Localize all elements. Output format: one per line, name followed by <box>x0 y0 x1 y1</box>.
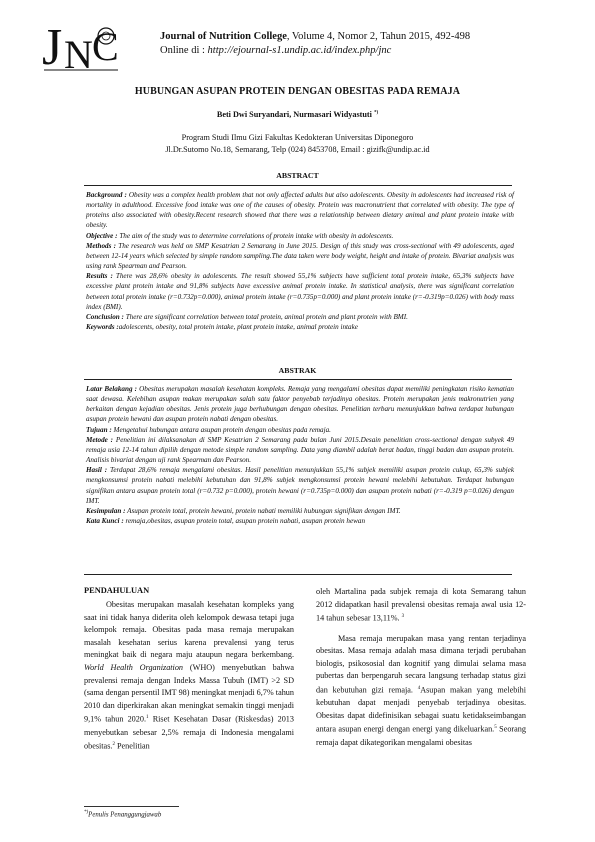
journal-url-link[interactable]: http://ejournal-s1.undip.ac.id/index.php/jnc <box>207 45 392 56</box>
journal-online: Online di : http://ejournal-s1.undip.ac.id/index.php/jnc <box>160 45 392 56</box>
footnote-divider <box>84 806 179 807</box>
body-column-right <box>316 586 526 749</box>
body-paragraph: Obesitas merupakan masalah kesehatan kompleks yang saat ini tidak hanya diderita oleh kelompok dewasa tetapi juga kelompok remaja. Obesitas pada masa remaja merupakan masalah kesehatan serius karena prevalensi yang terus meningkat baik di negara maju ataupun negara berkembang. World Health Organization (WHO) menyebutkan bahwa prevalensi remaja dengan Indeks Massa Tubuh (IMT) >2 SD (sama dengan persentil IMT 98) meningkat menjadi 6,7% tahun 2010 dan diperkirakan akan meningkat semakin tinggi menjadi 9,1% tahun 2020.$^1$ Riset Kesehatan Dasar (Riskesdas) 2013 menyebutkan sebesar 2,5% remaja di Indonesia mengalami obesitas.$^2$ Penelitian <box>84 600 294 751</box>
body-paragraph: oleh Martalina pada subjek remaja di kota Semarang tahun 2012 didapatkan hasil prevalensi obesitas remaja awal usia 12-14 tahun sebesar 13,11%. $^3$ <box>316 587 526 623</box>
divider <box>84 379 512 380</box>
affiliation: Program Studi Ilmu Gizi Fakultas Kedokteran Universitas Diponegoro Jl.Dr.Sutomo No.18, Semarang, Telp (024) 8453708, Email : gizifk@undip.ac.id <box>165 133 430 154</box>
logo-letter-j: J <box>42 19 63 76</box>
paper-authors: Beti Dwi Suryandari, Nurmasari Widyastuti *) <box>216 110 379 119</box>
logo-letter-c: C <box>92 24 119 69</box>
logo-letter-n: N <box>64 32 93 76</box>
journal-citation: Journal of Nutrition College, Volume 4, Nomor 2, Tahun 2015, 492-498 <box>160 31 471 42</box>
body-paragraph: Masa remaja merupakan masa yang rentan terjadinya obesitas. Masa remaja adalah masa dimana terjadi perubahan biologis, psikososial dan kognitif yang dimulai selama masa pubertas dan berpengaruh secara langsung terhadap status gizi dan kebutuhan gizi remaja. $^4$Asupan makan yang melebihi kebutuhan dapat menjadi penyebab terjadinya obesitas. Obesitas dapat didefinisikan sebagai suatu ketidakseimbangan antara asupan energi dengan energi yang dikeluarkan.$^5$ Seorang remaja dapat dikategorikan mengalami obesitas <box>316 633 526 747</box>
abstract-heading: ABSTRACT <box>276 171 319 180</box>
footnote: *)Penulis Penanggungjawab <box>84 810 162 819</box>
section-title: PENDAHULUAN <box>84 586 150 595</box>
journal-header <box>160 30 560 58</box>
paper-title: HUBUNGAN ASUPAN PROTEIN DENGAN OBESITAS PADA REMAJA <box>134 86 461 97</box>
abstract-body: Background : Obesity was a complex health problem that not only affected adults but also adolescents. Obesity in adolescents had increased risk of mortality in adulthood. Excessive food intake was one of the causes of obesity. Protein was macronutrient that correlated with obesity. The type of proteins also associated with obesity.Recent research showed that there was a relationship between dietary animal and plant protein intake with obesity. Objective : The aim of the study was to determine correlations of protein intake with obesity in adolescents. Methods : The research was held on SMP Kesatrian 2 Semarang in June 2015. Design of this study was cross-sectional with 49 adolescents, aged between 12-14 years which selected by simple random sampling.The data taken were body weight, height and intake of protein. Bivariat analysis was using rank Spearman and Pearson. Results : There was 28,6% obesity in adolescents. The result showed 55,1% subjects have sufficient total protein intake, 65,3% subjects have excessive plant protein intake and 91,8% subjects have excessive animal protein intake. In statistical analysis, there was significant correlation between total protein intake (r=0.732p=0.000), animal protein intake (r=0.735p=0.000) and plant protein intake (r=-0.319p=0.026) with body mass index (BMI). Conclusion : There are significant correlation between total protein, animal protein and plant protein with BMI. Keywords :adolescents, obesity, total protein intake, plant protein intake, animal protein intake <box>86 191 515 332</box>
journal-name: Journal of Nutrition College <box>160 31 287 42</box>
abstrak-heading: ABSTRAK <box>278 366 317 375</box>
divider <box>84 574 512 575</box>
body-column-left <box>84 599 294 754</box>
journal-logo <box>40 14 122 76</box>
divider <box>84 185 512 186</box>
abstrak-body: Latar Belakang : Obesitas merupakan masalah kesehatan kompleks. Remaja yang mengalami obesitas dapat memiliki peningkatan risiko kematian saat dewasa. Kelebihan asupan makan merupakan salah satu faktor penyebab terjadinya obesitas. Protein merupakan jenis makronutrien yang berkaitan dengan kejadian obesitas. Jenis protein juga berhubungan dengan obesitas. Penelitian terbaru menunjukkan bahwa terdapat hubungan asupan protein hewani dan asupan protein nabati dengan obesitas. Tujuan : Mengetahui hubungan antara asupan protein dengan obesitas pada remaja. Metode : Penelitian ini dilaksanakan di SMP Kesatrian 2 Semarang pada bulan Juni 2015.Desain penelitian cross-sectional dengan subyek 49 remaja usia 12-14 tahun dipilih dengan metode simple random sampling. Data yang diambil adalah berat badan, tinggi badan dan asupan protein. Analisis bivariat dengan uji rank Spearman dan Pearson. Hasil : Terdapat 28,6% remaja mengalami obesitas. Hasil penelitian menunjukkan 55,1% subjek memiliki asupan protein cukup, 65,3% subjek mengkonsumsi protein nabati melebihi kebutuhan dan 91,8% subjek mengkonsumsi protein hewani melebihi kebutuhan. Terdapat hubungan signifikan antara asupan protein total (r=0.732 p=0.000), protein hewani (r=0.735p=0.000) dan asupan protein nabati (r=-0.319 p=0.026) dengan IMT. Kesimpulan : Asupan protein total, protein hewani, protein nabati memiliki hubungan signifikan dengan IMT. Kata Kunci : remaja,obesitas, asupan protein total, asupan protein nabati, asupan protein hewan <box>86 385 515 526</box>
